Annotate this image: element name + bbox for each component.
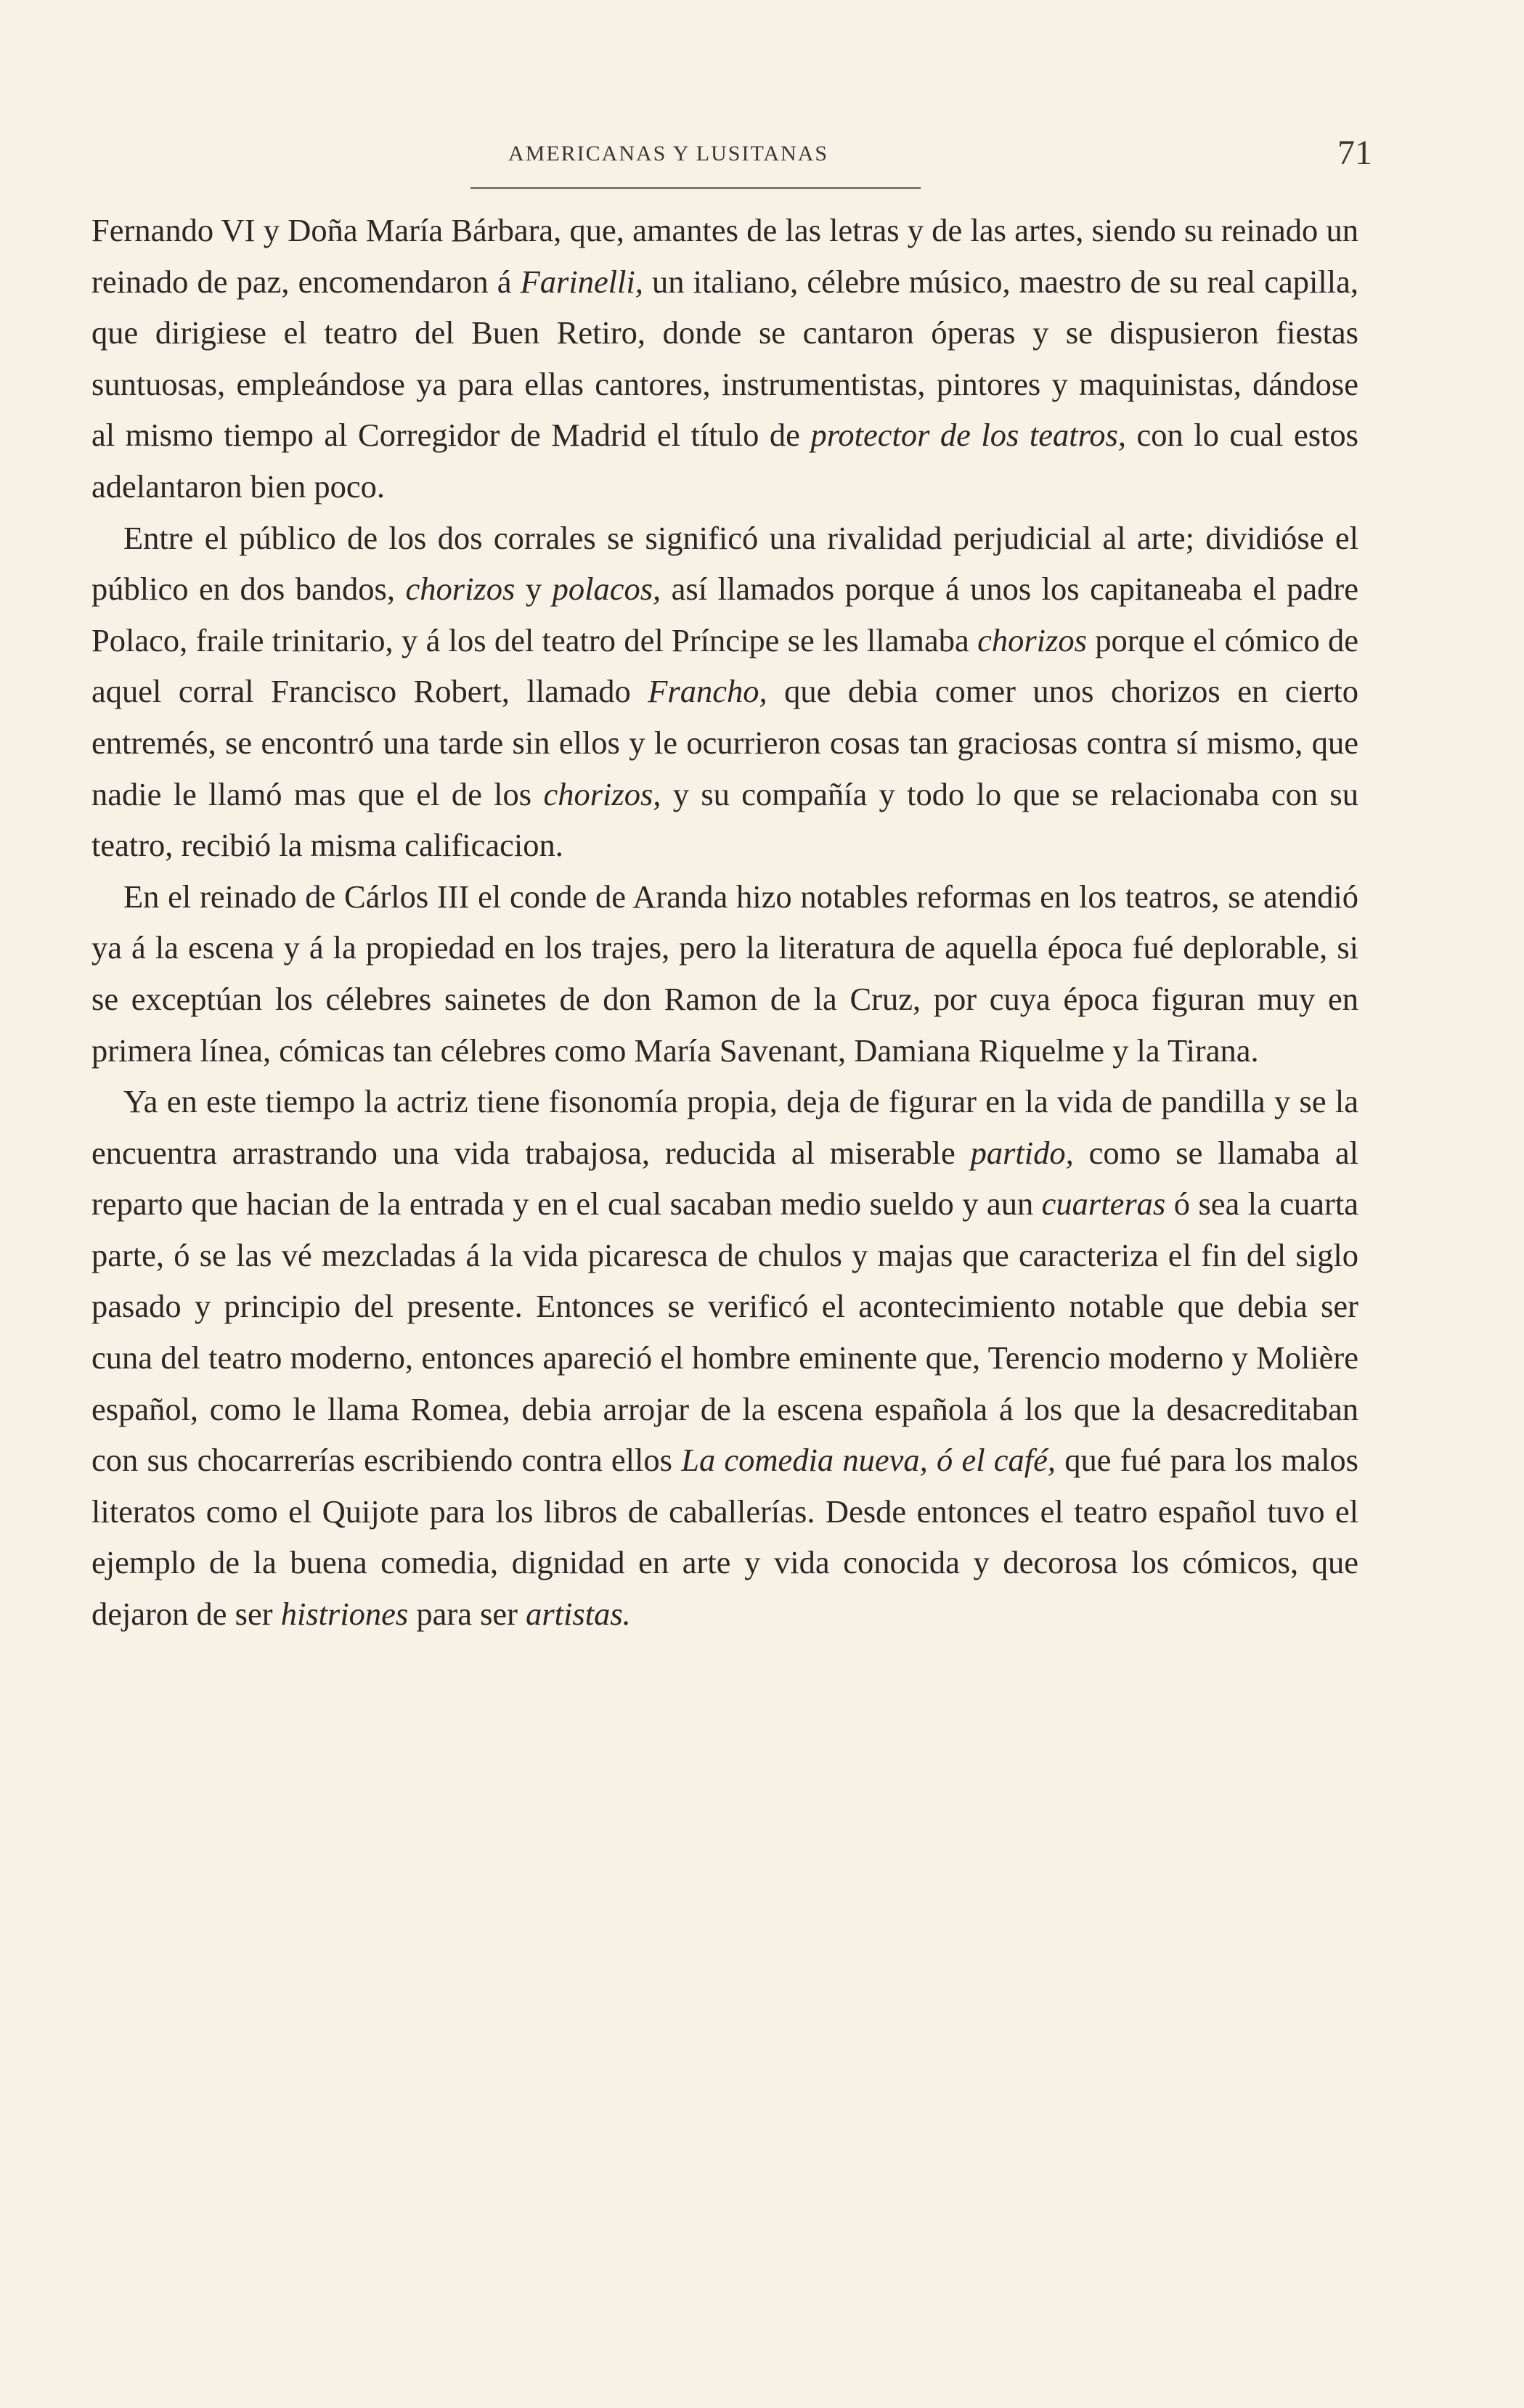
italic-text: cuarteras <box>1041 1185 1166 1223</box>
text-run: ó sea la cuarta parte, ó se las vé mezcladas á la vida picaresca de chulos y majas que caracteriza el fin del siglo pasado y principio del presente. Entonces se verificó el acontecimiento notable que debia ser cuna del teatro moderno, entonces apareció el hombre eminente que, Terencio moderno y Molière español, como le llama Romea, debia arrojar de la escena española á los que la desacreditaban con sus chocarrerías escribiendo contra ellos <box>91 1185 1358 1479</box>
italic-text: La comedia nueva, ó el café, <box>681 1442 1056 1479</box>
italic-text: chorizos, <box>543 775 661 812</box>
text-run: así llamados porque á unos los capitaneaba el padre Polaco, fraile trinitario, y á los del teatro del Príncipe se les llamaba <box>91 571 1358 658</box>
text-run: Ya en este tiempo la actriz tiene fisonomía propia, deja de figurar en la vida de pandilla y se la encuentra arrastrando una vida trabajosa, reducida al miserable <box>91 1083 1358 1171</box>
text-run: que debia comer unos chorizos en cierto entremés, se encontró una tarde sin ellos y le ocurrieron cosas tan graciosas contra sí mismo, que nadie le llamó mas que el de los <box>91 673 1358 812</box>
text-run: porque el cómico de aquel corral Francisco Robert, llamado <box>91 621 1358 710</box>
text-run: y <box>515 571 553 608</box>
italic-text: Farinelli, <box>520 263 643 300</box>
text-run: con lo cual estos adelantaron bien poco. <box>91 417 1359 505</box>
text-run: y su compañía y todo lo que se relacionaba con su teatro, recibió la misma calificacion. <box>91 775 1359 864</box>
paragraph <box>91 871 1358 1076</box>
running-title: AMERICANAS Y LUSITANAS <box>508 142 829 166</box>
text-run: un italiano, célebre músico, maestro de su real capilla, que dirigiese el teatro del Buen Retiro, donde se cantaron óperas y se dispusieron fiestas suntuosas, empleándose ya para ellas cantores, instrumentistas, pintores y maquinistas, dándose al mismo tiempo al Corregidor de Madrid el título de <box>91 263 1358 454</box>
text-run: como se llamaba al reparto que hacian de la entrada y en el cual sacaban medio sueldo y aun <box>91 1134 1358 1223</box>
italic-text: protector de los teatros, <box>810 417 1126 454</box>
italic-text: partido, <box>970 1134 1074 1171</box>
italic-text: Francho, <box>648 673 767 710</box>
text-run: Entre el público de los dos corrales se significó una rivalidad perjudicial al arte; dividióse el público en dos bandos, <box>91 519 1358 608</box>
paragraph <box>91 1076 1358 1640</box>
italic-text: polacos, <box>552 571 661 608</box>
paragraph <box>91 205 1358 513</box>
italic-text: chorizos <box>405 571 516 608</box>
text-run: En el reinado de Cárlos III el conde de Aranda hizo notables reformas en los teatros, se atendió ya á la escena y á la propiedad en los trajes, pero la literatura de aquella época fué deplorable, si se exceptúan los célebres sainetes de don Ramon de la Cruz, por cuya época figuran muy en primera línea, cómicas tan célebres como María Savenant, Damiana Riquelme y la Tirana. <box>91 878 1358 1069</box>
text-run: que fué para los malos literatos como el Quijote para los libros de caballerías. Desde entonces el teatro español tuvo el ejemplo de la buena comedia, dignidad en arte y vida conocida y decorosa los cómicos, que dejaron de ser <box>91 1442 1358 1633</box>
text-run: para ser <box>408 1596 526 1633</box>
italic-text: histriones <box>280 1596 409 1633</box>
page-header <box>508 133 1372 184</box>
italic-text: chorizos <box>977 621 1087 658</box>
body-text <box>91 205 1358 1640</box>
paragraph <box>91 513 1358 871</box>
header-rule <box>470 187 921 189</box>
page-number: 71 <box>1337 134 1372 172</box>
italic-text: artistas. <box>526 1596 631 1633</box>
text-run: Fernando VI y Doña María Bárbara, que, amantes de las letras y de las artes, siendo su reinado un reinado de paz, encomendaron á <box>91 212 1358 300</box>
